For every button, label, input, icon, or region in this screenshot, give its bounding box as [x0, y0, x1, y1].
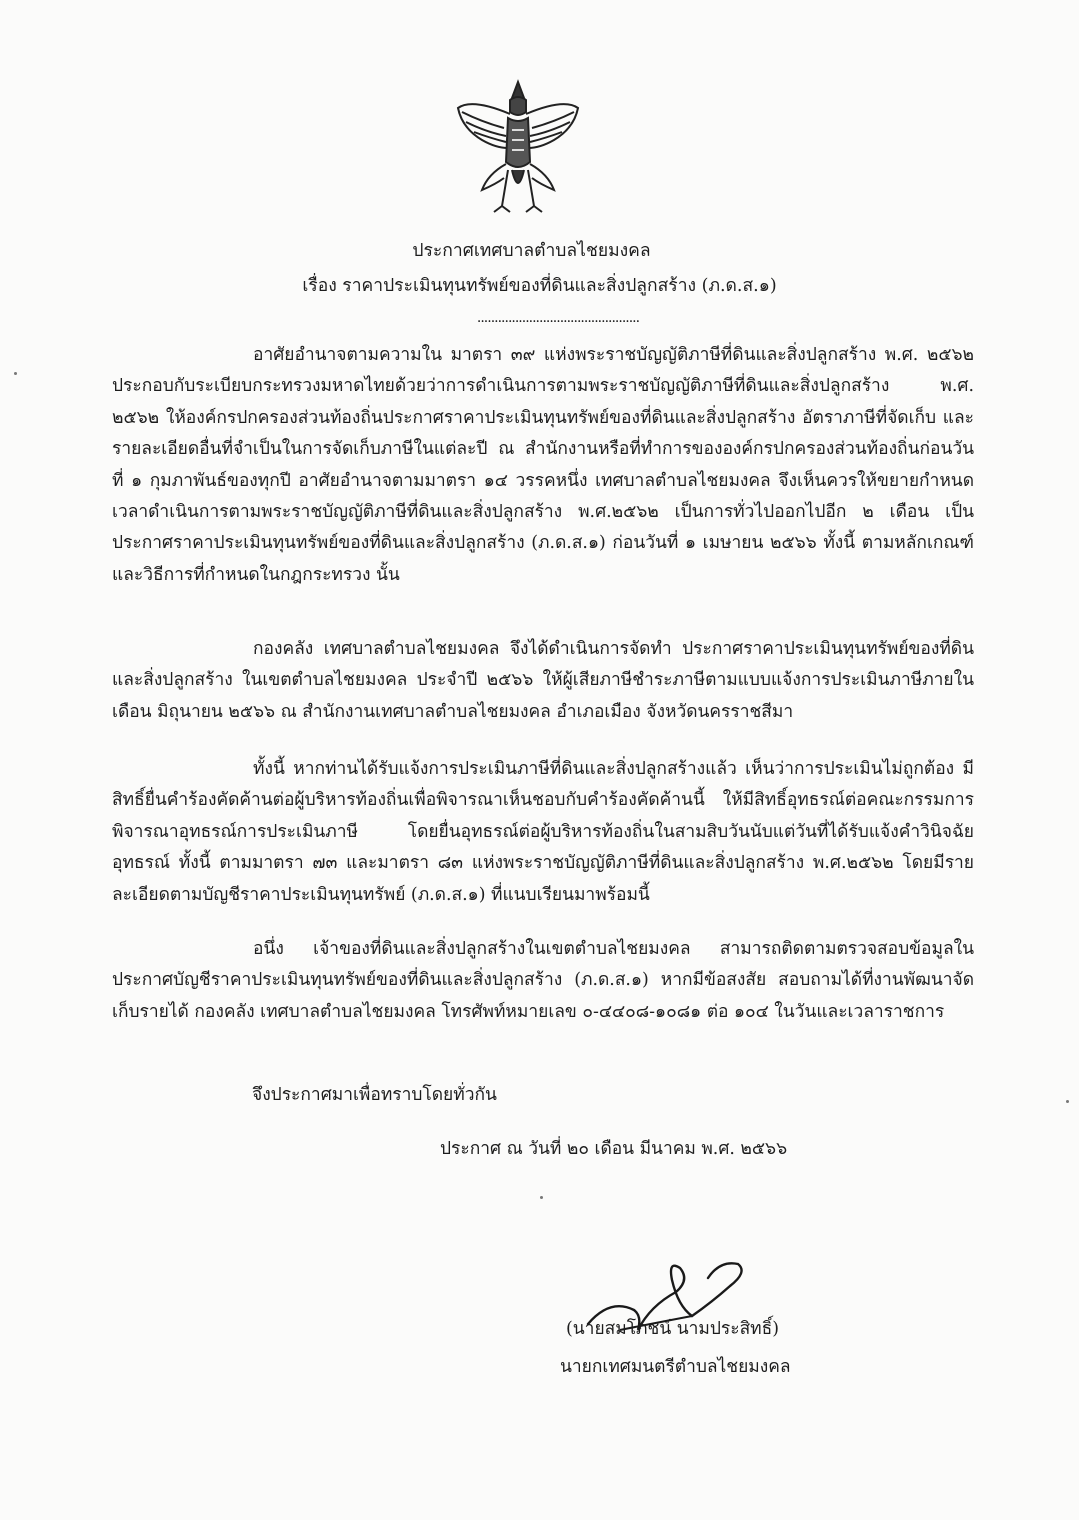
body-paragraph-2 [112, 634, 974, 728]
signer-position: นายกเทศมนตรีตำบลไชยมงคล [560, 1357, 791, 1377]
scan-speck [14, 372, 17, 375]
body-paragraph-4 [112, 934, 974, 1028]
body-paragraph-1 [112, 340, 974, 591]
announcement-date: ประกาศ ณ วันที่ ๒๐ เดือน มีนาคม พ.ศ. ๒๕๖๖ [440, 1139, 788, 1159]
scan-speck [1066, 1100, 1069, 1103]
announcement-subject: เรื่อง ราคาประเมินทุนทรัพย์ของที่ดินและสิ่งปลูกสร้าง (ภ.ด.ส.๑) [302, 276, 777, 296]
paragraph-text: อนึ่ง เจ้าของที่ดินและสิ่งปลูกสร้างในเขตตำบลไชยมงคล สามารถติดตามตรวจสอบข้อมูลในประกาศบัญชีราคาประเมินทุนทรัพย์ของที่ดินและสิ่งปลูกสร้าง (ภ.ด.ส.๑) หากมีข้อสงสัย สอบถามได้ที่งานพัฒนาจัดเก็บรายได้ กองคลัง เทศบาลตำบลไชยมงคล โทรศัพท์หมายเลข ๐-๔๔๐๘-๑๐๘๑ ต่อ ๑๐๔ ในวันและเวลาราชการ [112, 939, 974, 1022]
title-divider: ............................................... [476, 310, 640, 326]
paragraph-text: กองคลัง เทศบาลตำบลไชยมงคล จึงได้ดำเนินการจัดทำ ประกาศราคาประเมินทุนทรัพย์ของที่ดินและสิ่งปลูกสร้าง ในเขตตำบลไชยมงคล ประจำปี ๒๕๖๖ ให้ผู้เสียภาษีชำระภาษีตามแบบแจ้งการประเมินภาษีภายในเดือน มิถุนายน ๒๕๖๖ ณ สำนักงานเทศบาลตำบลไชยมงคล อำเภอเมือง จังหวัดนครราชสีมา [112, 639, 974, 722]
closing-line: จึงประกาศมาเพื่อทราบโดยทั่วกัน [252, 1085, 497, 1105]
scan-speck [540, 1196, 543, 1199]
paragraph-text: อาศัยอำนาจตามความใน มาตรา ๓๙ แห่งพระราชบัญญัติภาษีที่ดินและสิ่งปลูกสร้าง พ.ศ. ๒๕๖๒ ประกอบกับระเบียบกระทรวงมหาดไทยด้วยว่าการดำเนินการตามพระราชบัญญัติภาษีที่ดินและสิ่งปลูกสร้าง พ.ศ. ๒๕๖๒ ให้องค์กรปกครองส่วนท้องถิ่นประกาศราคาประเมินทุนทรัพย์ของที่ดินและสิ่งปลูกสร้าง อัตราภาษีที่จัดเก็บ และรายละเอียดอื่นที่จำเป็นในการจัดเก็บภาษีในแต่ละปี ณ สำนักงานหรือที่ทำการขององค์กรปกครองส่วนท้องถิ่นก่อนวันที่ ๑ กุมภาพันธ์ของทุกปี อาศัยอำนาจตามมาตรา ๑๔ วรรคหนึ่ง เทศบาลตำบลไชยมงคล จึงเห็นควรให้ขยายกำหนดเวลาดำเนินการตามพระราชบัญญัติภาษีที่ดินและสิ่งปลูกสร้าง พ.ศ.๒๕๖๒ เป็นการทั่วไปออกไปอีก ๒ เดือน เป็นประกาศราคาประเมินทุนทรัพย์ของที่ดินและสิ่งปลูกสร้าง (ภ.ด.ส.๑) ก่อนวันที่ ๑ เมษายน ๒๕๖๖ ทั้งนี้ ตามหลักเกณฑ์และวิธีการที่กำหนดในกฎกระทรวง นั้น [112, 345, 974, 585]
signer-name: (นายสมโภชน์ นามประสิทธิ์) [566, 1319, 780, 1339]
body-paragraph-3 [112, 754, 974, 911]
garuda-emblem-icon [452, 78, 584, 216]
announcement-title: ประกาศเทศบาลตำบลไชยมงคล [412, 241, 651, 261]
paragraph-text: ทั้งนี้ หากท่านได้รับแจ้งการประเมินภาษีที่ดินและสิ่งปลูกสร้างแล้ว เห็นว่าการประเมินไม่ถูกต้อง มีสิทธิ์ยื่นคำร้องคัดค้านต่อผู้บริหารท้องถิ่นเพื่อพิจารณาเห็นชอบกับคำร้องคัดค้านนี้ ให้มีสิทธิ์อุทธรณ์ต่อคณะกรรมการพิจารณาอุทธรณ์การประเมินภาษี โดยยื่นอุทธรณ์ต่อผู้บริหารท้องถิ่นในสามสิบวันนับแต่วันที่ได้รับแจ้งคำวินิจฉัยอุทธรณ์ ทั้งนี้ ตามมาตรา ๗๓ และมาตรา ๘๓ แห่งพระราชบัญญัติภาษีที่ดินและสิ่งปลูกสร้าง พ.ศ.๒๕๖๒ โดยมีรายละเอียดตามบัญชีราคาประเมินทุนทรัพย์ (ภ.ด.ส.๑) ที่แนบเรียนมาพร้อมนี้ [112, 759, 974, 905]
